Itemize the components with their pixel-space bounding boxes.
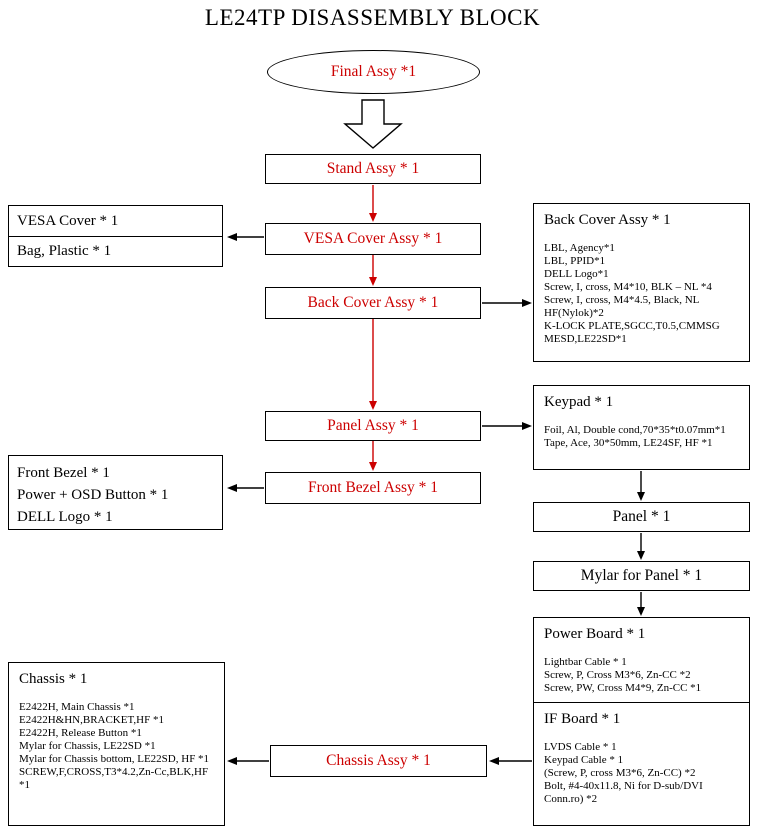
detail-line: E2422H, Release Button *1 xyxy=(19,727,142,739)
detail-line: LBL, Agency*1 xyxy=(544,242,615,254)
vesa-bag-part: Bag, Plastic * 1 xyxy=(9,236,222,266)
arrowhead xyxy=(522,422,532,430)
back-cover-detail-title: Back Cover Assy * 1 xyxy=(544,212,671,228)
arrowhead xyxy=(369,213,377,222)
node-stand-assy: Stand Assy * 1 xyxy=(265,154,481,184)
detail-line: Screw, I, cross, M4*4.5, Black, NL HF(Nylok)*2 xyxy=(544,294,699,319)
keypad-detail-lines xyxy=(534,411,749,454)
power-board-detail-box xyxy=(533,617,750,703)
back-cover-detail-box xyxy=(533,203,750,362)
node-mylar-for-panel: Mylar for Panel * 1 xyxy=(533,561,750,591)
if-board-detail-lines xyxy=(534,728,749,810)
node-panel: Panel * 1 xyxy=(533,502,750,532)
detail-line: E2422H, Main Chassis *1 xyxy=(19,701,135,713)
detail-line: Screw, P, Cross M3*6, Zn-CC *2 xyxy=(544,669,691,681)
node-chassis-assy: Chassis Assy * 1 xyxy=(270,745,487,777)
dell-logo-part: DELL Logo * 1 xyxy=(17,509,113,525)
back-cover-detail-lines xyxy=(534,229,749,350)
power-board-detail-lines xyxy=(534,643,749,699)
arrowhead xyxy=(227,484,237,492)
detail-line: Bolt, #4-40x11.8, Ni for D-sub/DVI Conn.ro) *2 xyxy=(544,780,703,805)
arrowhead xyxy=(369,462,377,471)
power-board-detail-title: Power Board * 1 xyxy=(544,626,646,642)
detail-line: DELL Logo*1 xyxy=(544,268,609,280)
detail-line: Screw, I, cross, M4*10, BLK – NL *4 xyxy=(544,281,712,293)
keypad-detail-title: Keypad * 1 xyxy=(544,394,614,410)
arrowhead xyxy=(227,233,237,241)
chassis-detail-box xyxy=(8,662,225,826)
diagram-title: LE24TP DISASSEMBLY BLOCK xyxy=(204,5,541,30)
detail-line: K-LOCK PLATE,SGCC,T0.5,CMMSG MESD,LE22SD*1 xyxy=(544,320,720,345)
node-front-bezel-assy: Front Bezel Assy * 1 xyxy=(265,472,481,504)
detail-line: Keypad Cable * 1 xyxy=(544,754,624,766)
arrowhead xyxy=(369,401,377,410)
arrowhead xyxy=(522,299,532,307)
chassis-detail-lines xyxy=(9,688,224,796)
detail-line: Lightbar Cable * 1 xyxy=(544,656,627,668)
arrowhead xyxy=(489,757,499,765)
detail-line: E2422H&HN,BRACKET,HF *1 xyxy=(19,714,164,726)
detail-line: SCREW,F,CROSS,T3*4.2,Zn-Cc,BLK,HF *1 xyxy=(19,766,209,791)
if-board-detail-title: IF Board * 1 xyxy=(544,711,621,727)
node-final-assy: Final Assy *1 xyxy=(267,50,480,94)
node-vesa-cover-assy: VESA Cover Assy * 1 xyxy=(265,223,481,255)
detail-line: Foil, Al, Double cond,70*35*t0.07mm*1 xyxy=(544,424,726,436)
node-panel-assy: Panel Assy * 1 xyxy=(265,411,481,441)
arrowhead xyxy=(637,492,645,501)
chassis-detail-title: Chassis * 1 xyxy=(19,671,88,687)
power-osd-button-part: Power + OSD Button * 1 xyxy=(17,487,169,503)
vesa-cover-part: VESA Cover * 1 xyxy=(17,212,119,229)
front-bezel-parts-box xyxy=(8,455,223,530)
node-back-cover-assy: Back Cover Assy * 1 xyxy=(265,287,481,319)
arrowhead xyxy=(637,607,645,616)
detail-line: LBL, PPID*1 xyxy=(544,255,606,267)
detail-line: Tape, Ace, 30*50mm, LE24SF, HF *1 xyxy=(544,437,713,449)
detail-line: (Screw, P, cross M3*6, Zn-CC) *2 xyxy=(544,767,696,779)
front-bezel-part: Front Bezel * 1 xyxy=(17,465,110,481)
keypad-detail-box xyxy=(533,385,750,470)
arrowhead xyxy=(637,551,645,560)
if-board-detail-box xyxy=(533,702,750,826)
arrowhead xyxy=(227,757,237,765)
vesa-cover-parts-box xyxy=(8,205,223,267)
arrowhead xyxy=(369,277,377,286)
detail-line: Screw, PW, Cross M4*9, Zn-CC *1 xyxy=(544,682,702,694)
detail-line: LVDS Cable * 1 xyxy=(544,741,617,753)
detail-line: Mylar for Chassis bottom, LE22SD, HF *1 xyxy=(19,753,210,765)
block-down-arrow xyxy=(345,100,401,148)
detail-line: Mylar for Chassis, LE22SD *1 xyxy=(19,740,156,752)
